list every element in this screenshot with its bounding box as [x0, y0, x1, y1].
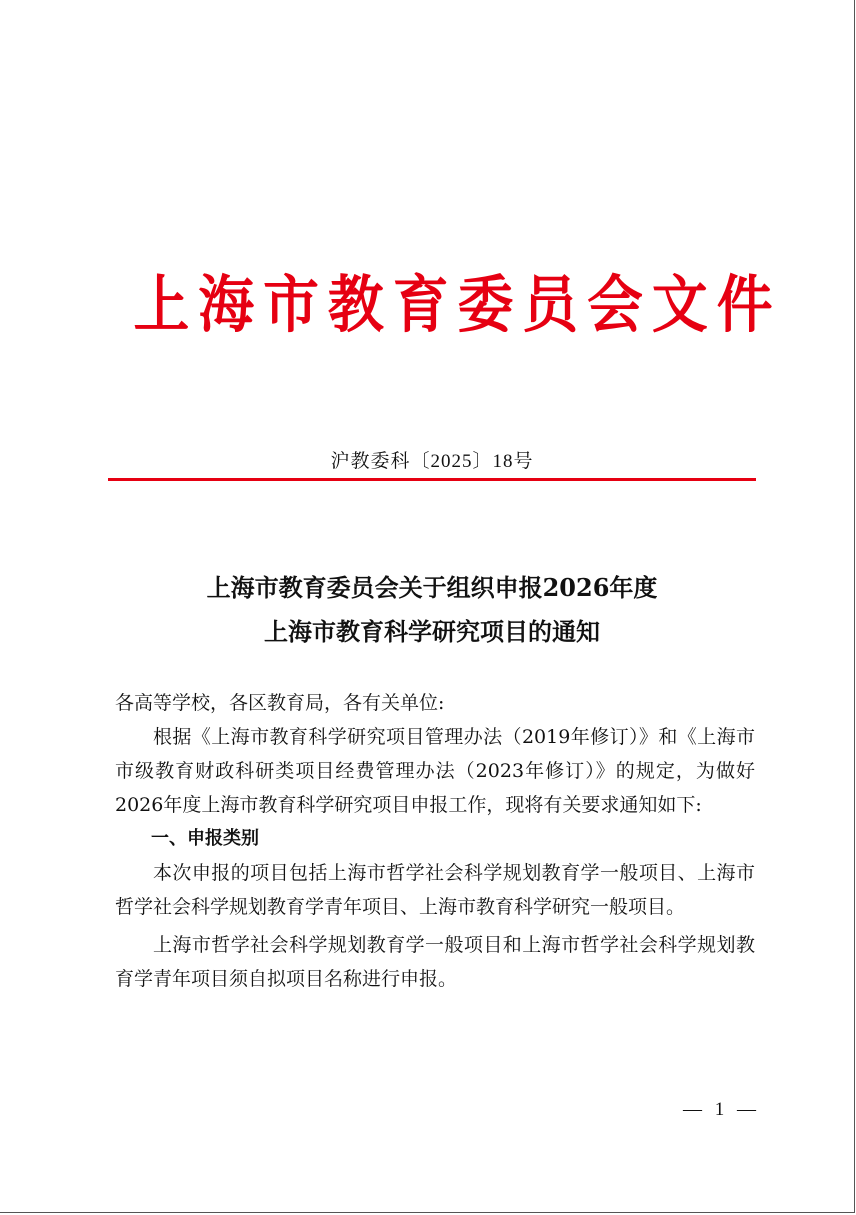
intro-paragraph: 根据《上海市教育科学研究项目管理办法（2019年修订）》和《上海市市级教育财政科研类项目经费管理办法（2023年修订）》的规定，为做好2026年度上海市教育科学研究项目申报工作，现将有关要求通知如下:	[115, 726, 755, 816]
section-paragraph-1: 本次申报的项目包括上海市哲学社会科学规划教育学一般项目、上海市哲学社会科学规划教育学青年项目、上海市教育科学研究一般项目。	[115, 862, 755, 918]
salutation: 各高等学校，各区教育局，各有关单位:	[115, 692, 445, 714]
masthead-title: 上海市教育委员会文件	[133, 268, 782, 341]
notice-title-line-2: 上海市教育科学研究项目的通知	[264, 617, 600, 646]
section-paragraph-2: 上海市哲学社会科学规划教育学一般项目和上海市哲学社会科学规划教育学青年项目须自拟项目名称进行申报。	[115, 934, 755, 990]
page-number: — 1 —	[683, 1099, 760, 1120]
document-number: 沪教委科〔2025〕18号	[330, 451, 534, 472]
notice-body	[115, 686, 755, 996]
notice-title	[108, 566, 756, 654]
red-separator-line	[108, 478, 756, 481]
section-heading: 一、申报类别	[151, 828, 259, 849]
notice-title-line-1: 上海市教育委员会关于组织申报2026年度	[206, 573, 658, 602]
